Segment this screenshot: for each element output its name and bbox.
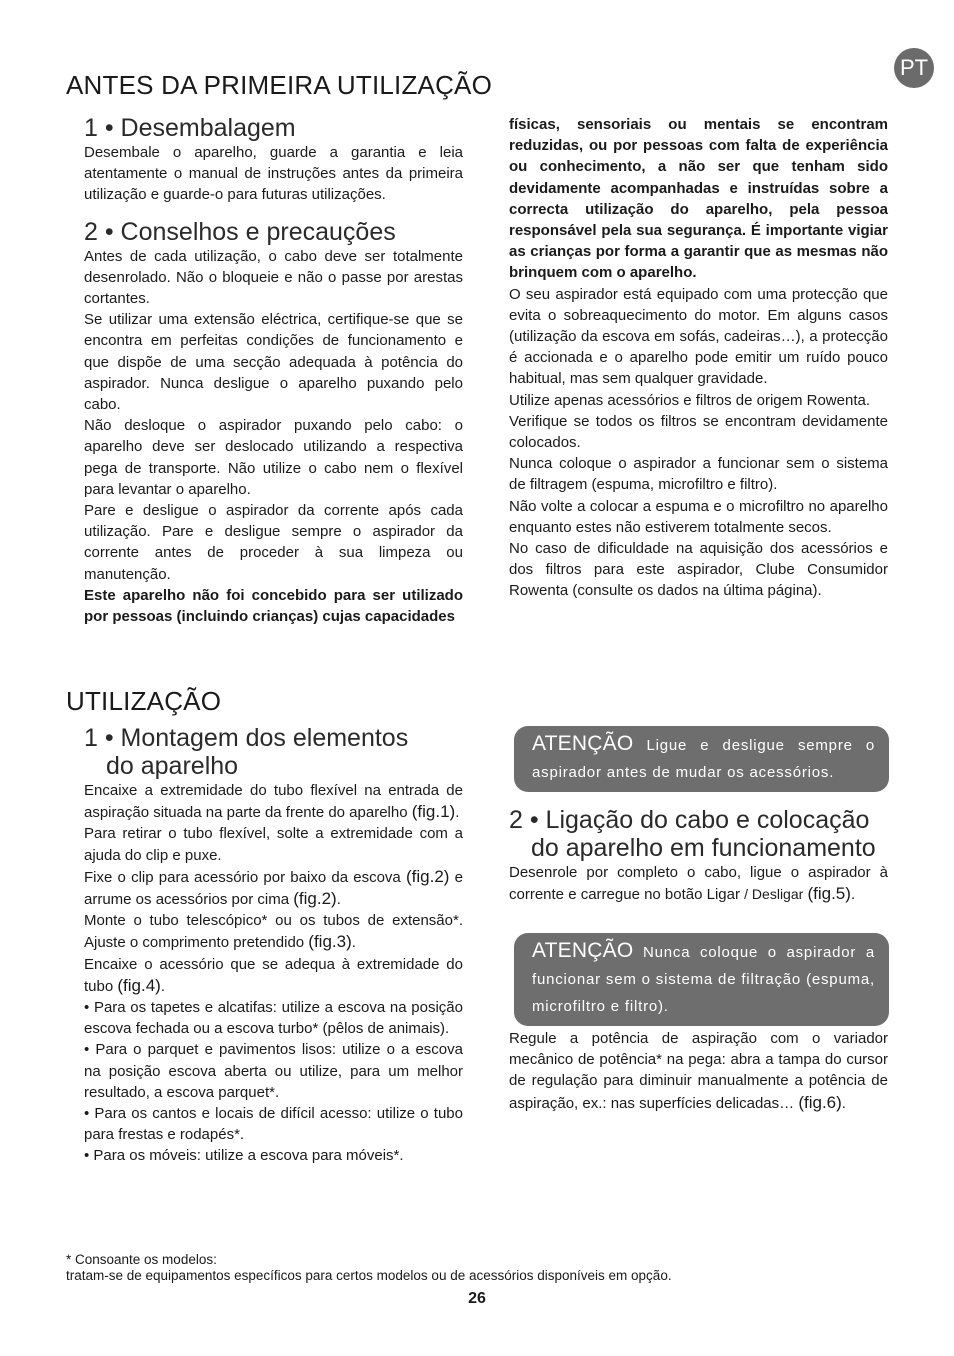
- attention-box-2-wrapper: [514, 933, 889, 1026]
- heading-cable-connection: [509, 806, 888, 862]
- assembly-text: Encaixe a extremidade do tubo flexível na entrada de aspiração situada na parte da frente do aparelho: [84, 782, 463, 822]
- section-title-usage: UTILIZAÇÃO: [66, 686, 222, 716]
- bullet-item: • Para os móveis: utilize a escova para móveis*.: [84, 1147, 404, 1165]
- section-title-before-first-use: ANTES DA PRIMEIRA UTILIZAÇÃO: [66, 70, 493, 100]
- attention-label: ATENÇÃO: [532, 939, 634, 962]
- footnote: [66, 1252, 672, 1284]
- section2-right-column-body: [509, 806, 888, 905]
- assembly-text: Encaixe o acessório que se adequa à extremidade do tubo: [84, 955, 463, 995]
- precautions-paragraph: Não desloque o aspirador puxando pelo cabo: o aparelho deve ser deslocado utilizando a respectiva pega de transporte. Não utilize o cabo nem o flexível para levantar o aparelho.: [84, 417, 463, 498]
- assembly-text: e arrume os acessórios por cima: [84, 868, 463, 909]
- attention-text: Nunca coloque o aspirador a funcionar sem o sistema de filtração (espuma, microfiltro e filtro).: [532, 944, 875, 1015]
- heading-assembly-line2: do aparelho: [106, 752, 239, 780]
- cable-text: / Desligar: [744, 886, 804, 903]
- footnote-line: tratam-se de equipamentos específicos para certos modelos ou de acessórios disponíveis em opção.: [66, 1268, 672, 1283]
- figure-reference: (fig.6): [798, 1092, 842, 1112]
- precautions-paragraph: Utilize apenas acessórios e filtros de origem Rowenta.: [509, 391, 871, 409]
- heading-advice-precautions: 2 • Conselhos e precauções: [84, 217, 396, 246]
- precautions-paragraph: Pare e desligue o aspirador da corrente após cada utilização. Pare e desligue sempre o aspirador da corrente antes de proceder à sua limpeza ou manutenção.: [84, 502, 463, 583]
- section2-right-column: [514, 726, 889, 792]
- assembly-paragraph: Fixe o clip para acessório por baixo da escova (fig.2) e arrume os acessórios por cima (fig.2).: [84, 866, 463, 909]
- figure-reference: (fig.3): [308, 932, 352, 952]
- power-regulation-paragraph: Regule a potência de aspiração com o variador mecânico de potência* na pega: abra a tampa do cursor de regulação para diminuir manualmente a potência de aspiração, ex.: nas superfícies delicadas… (fig.6).: [509, 1030, 888, 1112]
- section1-left-column: [84, 114, 463, 627]
- attention-text: Ligue e desligue sempre o aspirador antes de mudar os acessórios.: [532, 737, 876, 781]
- figure-reference: (fig.1): [411, 802, 456, 822]
- language-badge: PT: [894, 48, 934, 88]
- attention-box: [514, 726, 889, 792]
- figure-reference: (fig.5): [807, 884, 851, 904]
- attention-box: [514, 933, 889, 1026]
- precautions-paragraph: Nunca coloque o aspirador a funcionar sem o sistema de filtragem (espuma, microfiltro e filtro).: [509, 455, 888, 494]
- bullet-item: • Para os cantos e locais de difícil acesso: utilize o tubo para frestas e rodapés*.: [84, 1105, 463, 1144]
- precautions-warning-bold-cont: físicas, sensoriais ou mentais se encontram reduzidas, ou por pessoas com falta de experiência ou conhecimento, a não ser que tenham sido devidamente acompanhadas e instruídas sobre a correcta utilização do aparelho, pela pessoa responsável pela sua segurança. É importante vigiar as crianças por forma a garantir que as mesmas não brinquem com o aparelho.: [509, 116, 888, 282]
- assembly-paragraph: Para retirar o tubo flexível, solte a extremidade com a ajuda do clip e puxe.: [84, 825, 463, 864]
- precautions-paragraph: Se utilizar uma extensão eléctrica, certifique-se que se encontra em perfeitas condições de funcionamento e que dispõe de uma secção adequada à potência do aspirador. Nunca desligue o aparelho puxando pelo cabo.: [84, 311, 463, 414]
- figure-reference: (fig.4): [117, 975, 161, 995]
- precautions-paragraph: Antes de cada utilização, o cabo deve ser totalmente desenrolado. Não o bloqueie e não o passe por arestas cortantes.: [84, 247, 463, 308]
- heading-assembly: [84, 724, 463, 780]
- power-regulation-block: [509, 1028, 888, 1114]
- precautions-paragraph: No caso de dificuldade na aquisição dos acessórios e dos filtros para este aspirador, Clube Consumidor Rowenta (consulte os dados na última página).: [509, 540, 888, 600]
- heading-assembly-line1: 1 • Montagem dos elementos: [84, 724, 409, 752]
- cable-text: Desenrole por completo o cabo, ligue o aspirador à corrente e carregue no botão Ligar: [509, 864, 888, 904]
- cable-paragraph: Desenrole por completo o cabo, ligue o aspirador à corrente e carregue no botão Ligar / Desligar (fig.5).: [509, 864, 888, 904]
- heading-cable-line2: do aparelho em funcionamento: [531, 834, 876, 862]
- footnote-line: * Consoante os modelos:: [66, 1252, 217, 1267]
- precautions-paragraph: O seu aspirador está equipado com uma protecção que evita o sobreaquecimento do motor. Em alguns casos (utilização da escova em sofás, cadeiras…), a protecção é accionada e o aparelho pode emitir um ruído pouco habitual, mas sem qualquer gravidade.: [509, 285, 888, 388]
- assembly-paragraph: Monte o tubo telescópico* ou os tubos de extensão*. Ajuste o comprimento pretendido (fig.3).: [84, 912, 463, 952]
- assembly-paragraph: Encaixe a extremidade do tubo flexível na entrada de aspiração situada na parte da frente do aparelho (fig.1).: [84, 782, 463, 822]
- power-regulation-text: Regule a potência de aspiração com o variador mecânico de potência* na pega: abra a tampa do cursor de regulação para diminuir manualmente a potência de aspiração, ex.: nas superfícies delicadas…: [509, 1030, 888, 1112]
- unpacking-text: Desembale o aparelho, guarde a garantia e leia atentamente o manual de instruções antes da primeira utilização e guarde-o para futuras utilizações.: [84, 144, 463, 204]
- section2-left-column: [84, 724, 463, 1167]
- bullet-item: • Para os tapetes e alcatifas: utilize a escova na posição escova fechada ou a escova turbo* (pêlos de animais).: [84, 999, 463, 1038]
- figure-reference: (fig.2): [293, 889, 337, 909]
- heading-cable-line1: 2 • Ligação do cabo e colocação: [509, 806, 870, 834]
- attention-label: ATENÇÃO: [532, 732, 634, 755]
- assembly-text: Fixe o clip para acessório por baixo da escova: [84, 868, 401, 886]
- bullet-item: • Para o parquet e pavimentos lisos: utilize o a escova na posição escova aberta ou utilize, para um melhor resultado, a escova parquet*.: [84, 1041, 463, 1101]
- precautions-warning-bold: Este aparelho não foi concebido para ser utilizado por pessoas (incluindo crianças) cujas capacidades: [84, 586, 463, 626]
- precautions-paragraph: Verifique se todos os filtros se encontram devidamente colocados.: [509, 412, 888, 452]
- precautions-paragraph: Não volte a colocar a espuma e o microfiltro no aparelho enquanto estes não estiverem totalmente secos.: [509, 497, 888, 536]
- figure-reference: (fig.2): [405, 866, 450, 886]
- assembly-paragraph: Encaixe o acessório que se adequa à extremidade do tubo (fig.4).: [84, 955, 463, 995]
- page-number: 26: [468, 1290, 486, 1307]
- heading-unpacking: 1 • Desembalagem: [84, 114, 296, 142]
- section1-right-column: [509, 114, 888, 602]
- assembly-text: Monte o tubo telescópico* ou os tubos de extensão*. Ajuste o comprimento pretendido: [84, 912, 463, 952]
